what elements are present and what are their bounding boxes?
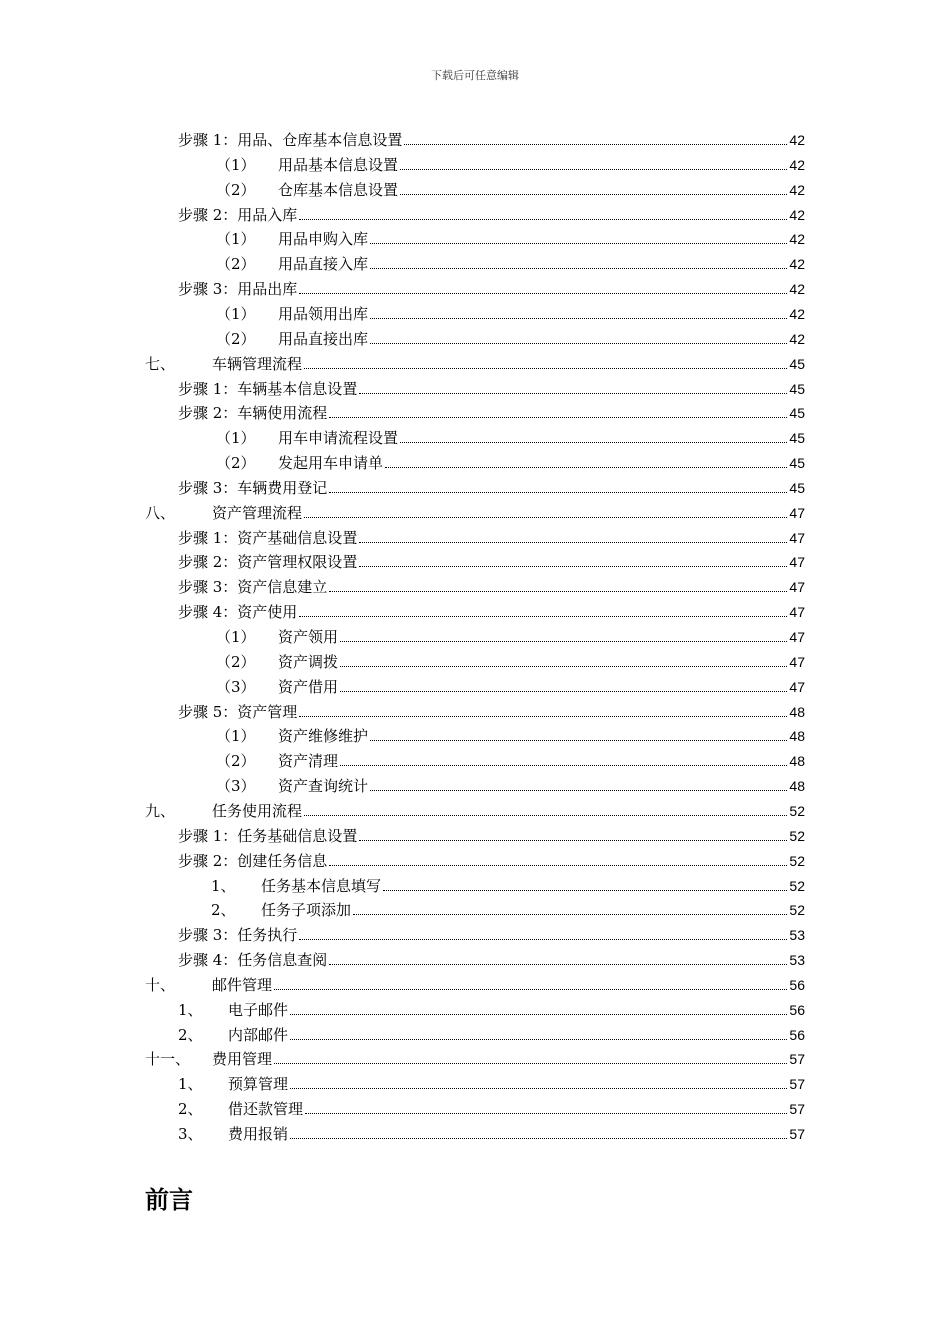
toc-entry-page-number: 47 bbox=[789, 529, 805, 546]
toc-entry-page-number: 52 bbox=[789, 827, 805, 844]
toc-entry[interactable] bbox=[178, 697, 805, 721]
toc-entry[interactable] bbox=[216, 150, 805, 174]
toc-entry-number: （2） bbox=[216, 255, 256, 274]
toc-entry[interactable] bbox=[178, 523, 805, 547]
toc-dot-leader bbox=[370, 790, 787, 791]
toc-dot-leader bbox=[290, 1138, 787, 1139]
toc-dot-leader bbox=[340, 641, 787, 642]
toc-dot-leader bbox=[385, 467, 787, 468]
toc-entry[interactable] bbox=[178, 995, 805, 1019]
toc-entry-title: 用品领用出库 bbox=[278, 304, 369, 323]
toc-entry-title: 电子邮件 bbox=[228, 1000, 289, 1019]
toc-entry-title: 步骤 3：用品出库 bbox=[178, 280, 298, 299]
toc-entry-page-number: 47 bbox=[789, 678, 805, 695]
toc-entry-page-number: 42 bbox=[789, 330, 805, 347]
toc-entry-title: 资产借用 bbox=[278, 677, 339, 696]
toc-dot-leader bbox=[299, 716, 787, 717]
toc-dot-leader bbox=[340, 765, 787, 766]
toc-entry-number: （2） bbox=[216, 652, 256, 671]
toc-entry[interactable] bbox=[216, 324, 805, 348]
toc-entry-title: 步骤 2：创建任务信息 bbox=[178, 851, 328, 870]
toc-entry-title: 内部邮件 bbox=[228, 1025, 289, 1044]
toc-entry-title: 步骤 2：资产管理权限设置 bbox=[178, 553, 358, 572]
toc-entry-page-number: 56 bbox=[789, 1001, 805, 1018]
toc-dot-leader bbox=[370, 243, 787, 244]
toc-entry[interactable] bbox=[178, 274, 805, 298]
toc-entry-page-number: 47 bbox=[789, 504, 805, 521]
toc-entry-page-number: 42 bbox=[789, 256, 805, 273]
toc-entry-number: 3、 bbox=[178, 1125, 203, 1143]
toc-entry-page-number: 57 bbox=[789, 1051, 805, 1068]
toc-entry-page-number: 42 bbox=[789, 231, 805, 248]
toc-entry-page-number: 47 bbox=[789, 653, 805, 670]
toc-entry-title: 预算管理 bbox=[228, 1075, 289, 1094]
toc-entry-page-number: 45 bbox=[789, 405, 805, 422]
toc-dot-leader bbox=[400, 442, 787, 443]
toc-entry-page-number: 42 bbox=[789, 156, 805, 173]
toc-entry[interactable] bbox=[145, 970, 805, 994]
toc-dot-leader bbox=[304, 517, 787, 518]
toc-dot-leader bbox=[370, 318, 787, 319]
toc-entry[interactable] bbox=[178, 125, 805, 149]
toc-entry[interactable] bbox=[216, 448, 805, 472]
toc-dot-leader bbox=[290, 1039, 787, 1040]
toc-dot-leader bbox=[370, 740, 787, 741]
toc-dot-leader bbox=[329, 492, 787, 493]
toc-entry-page-number: 52 bbox=[789, 902, 805, 919]
toc-entry-title: 车辆管理流程 bbox=[212, 354, 303, 373]
toc-entry[interactable] bbox=[145, 349, 805, 373]
toc-entry-number: 1、 bbox=[178, 1075, 203, 1094]
toc-entry-page-number: 45 bbox=[789, 380, 805, 397]
toc-entry-page-number: 48 bbox=[789, 778, 805, 795]
toc-entry-number: 2、 bbox=[178, 1025, 203, 1044]
toc-entry[interactable] bbox=[216, 299, 805, 323]
toc-entry-page-number: 47 bbox=[789, 629, 805, 645]
toc-dot-leader bbox=[370, 343, 787, 344]
toc-dot-leader bbox=[359, 542, 787, 543]
toc-entry-page-number: 42 bbox=[789, 181, 805, 198]
toc-entry[interactable] bbox=[216, 423, 805, 447]
toc-entry-number: 1、 bbox=[211, 876, 236, 895]
toc-entry-title: 步骤 2：用品入库 bbox=[178, 205, 298, 224]
toc-entry-number: （2） bbox=[216, 329, 256, 348]
toc-entry-page-number: 47 bbox=[789, 579, 805, 596]
toc-entry-title: 步骤 4：任务信息查阅 bbox=[178, 951, 328, 970]
toc-entry-page-number: 56 bbox=[789, 976, 805, 993]
toc-entry-title: 仓库基本信息设置 bbox=[278, 180, 399, 199]
toc-entry-page-number: 48 bbox=[789, 728, 805, 745]
toc-entry-number: （3） bbox=[216, 777, 256, 796]
toc-entry-number: （1） bbox=[216, 727, 256, 746]
toc-entry[interactable] bbox=[178, 920, 805, 944]
toc-entry-title: 资产管理流程 bbox=[212, 503, 303, 522]
toc-entry[interactable] bbox=[178, 473, 805, 497]
toc-entry-page-number: 45 bbox=[789, 455, 805, 472]
toc-entry-page-number: 53 bbox=[789, 927, 805, 944]
toc-dot-leader bbox=[304, 815, 787, 816]
toc-entry-title: 用车申请流程设置 bbox=[278, 429, 399, 448]
toc-entry[interactable] bbox=[216, 224, 805, 248]
toc-entry-page-number: 53 bbox=[789, 952, 805, 969]
toc-entry-page-number: 42 bbox=[789, 132, 805, 148]
toc-dot-leader bbox=[359, 566, 787, 567]
toc-dot-leader bbox=[400, 169, 787, 170]
toc-entry-page-number: 42 bbox=[789, 305, 805, 322]
toc-entry[interactable] bbox=[216, 721, 805, 745]
toc-entry-number: 2、 bbox=[178, 1100, 203, 1119]
toc-entry-title: 步骤 1：车辆基本信息设置 bbox=[178, 379, 358, 398]
toc-entry[interactable] bbox=[211, 895, 805, 919]
toc-entry-title: 发起用车申请单 bbox=[278, 454, 384, 473]
toc-entry-number: （1） bbox=[216, 304, 256, 323]
toc-entry-title: 资产维修维护 bbox=[278, 727, 369, 746]
toc-entry-title: 费用报销 bbox=[228, 1125, 289, 1143]
toc-entry-title: 步骤 5：资产管理 bbox=[178, 702, 298, 721]
toc-entry-title: 步骤 1：资产基础信息设置 bbox=[178, 528, 358, 547]
toc-entry-page-number: 45 bbox=[789, 430, 805, 447]
toc-entry-page-number: 52 bbox=[789, 802, 805, 819]
toc-dot-leader bbox=[359, 393, 787, 394]
section-heading: 前言 bbox=[145, 1186, 193, 1214]
toc-entry[interactable] bbox=[145, 498, 805, 522]
toc-entry[interactable] bbox=[178, 572, 805, 596]
toc-entry[interactable] bbox=[216, 622, 805, 646]
toc-entry-number: 1、 bbox=[178, 1000, 203, 1019]
toc-entry-title: 资产清理 bbox=[278, 752, 339, 771]
toc-entry-number: 九、 bbox=[145, 801, 176, 820]
toc-entry-number: 八、 bbox=[145, 503, 176, 522]
toc-entry[interactable] bbox=[178, 1020, 805, 1044]
toc-entry-page-number: 48 bbox=[789, 753, 805, 770]
toc-entry[interactable] bbox=[216, 647, 805, 671]
toc-entry[interactable] bbox=[216, 672, 805, 696]
toc-entry-title: 任务使用流程 bbox=[212, 801, 303, 820]
toc-entry-title: 用品直接出库 bbox=[278, 329, 369, 348]
toc-entry-number: （2） bbox=[216, 454, 256, 473]
toc-entry[interactable] bbox=[178, 200, 805, 224]
toc-entry-page-number: 42 bbox=[789, 281, 805, 298]
toc-entry-title: 资产查询统计 bbox=[278, 777, 369, 796]
toc-dot-leader bbox=[299, 219, 787, 220]
toc-entry-page-number: 45 bbox=[789, 355, 805, 372]
toc-entry-page-number: 42 bbox=[789, 206, 805, 223]
toc-entry-page-number: 57 bbox=[789, 1101, 805, 1118]
toc-entry-title: 用品基本信息设置 bbox=[278, 155, 399, 174]
toc-dot-leader bbox=[340, 691, 787, 692]
toc-entry-title: 步骤 2：车辆使用流程 bbox=[178, 404, 328, 423]
page-header: 下载后可任意编辑 bbox=[431, 69, 519, 82]
toc-entry[interactable] bbox=[145, 796, 805, 820]
toc-dot-leader bbox=[290, 1088, 787, 1089]
toc-entry-number: （3） bbox=[216, 677, 256, 696]
toc-entry-number: （1） bbox=[216, 230, 256, 249]
toc-entry-number: 十一、 bbox=[145, 1050, 191, 1069]
toc-entry[interactable] bbox=[178, 597, 805, 621]
toc-dot-leader bbox=[359, 840, 787, 841]
toc-entry[interactable] bbox=[216, 175, 805, 199]
toc-entry-title: 用品申购入库 bbox=[278, 230, 369, 249]
toc-entry-page-number: 47 bbox=[789, 604, 805, 621]
toc-entry-number: 十、 bbox=[145, 975, 176, 994]
toc-entry-number: （1） bbox=[216, 628, 256, 646]
toc-entry-title: 资产领用 bbox=[278, 628, 339, 646]
toc-dot-leader bbox=[299, 616, 787, 617]
toc-entry[interactable] bbox=[216, 746, 805, 770]
toc-entry-page-number: 52 bbox=[789, 852, 805, 869]
toc-dot-leader bbox=[304, 368, 787, 369]
toc-dot-leader bbox=[383, 890, 787, 891]
toc-entry-number: 七、 bbox=[145, 354, 176, 373]
toc-dot-leader bbox=[299, 293, 787, 294]
toc-entry[interactable] bbox=[211, 871, 805, 895]
toc-entry-title: 步骤 4：资产使用 bbox=[178, 603, 298, 622]
toc-entry-title: 邮件管理 bbox=[212, 975, 273, 994]
toc-entry[interactable] bbox=[178, 374, 805, 398]
toc-entry[interactable] bbox=[178, 945, 805, 969]
toc-entry-page-number: 52 bbox=[789, 877, 805, 894]
toc-dot-leader bbox=[340, 666, 787, 667]
toc-dot-leader bbox=[299, 939, 787, 940]
toc-entry[interactable] bbox=[178, 1069, 805, 1093]
toc-entry-title: 用品直接入库 bbox=[278, 255, 369, 274]
toc-entry[interactable] bbox=[178, 821, 805, 845]
toc-entry[interactable] bbox=[216, 771, 805, 795]
toc-dot-leader bbox=[353, 914, 787, 915]
toc-entry-page-number: 45 bbox=[789, 479, 805, 496]
toc-entry-title: 任务子项添加 bbox=[261, 901, 352, 920]
toc-dot-leader bbox=[305, 1113, 787, 1114]
toc-entry-page-number: 57 bbox=[789, 1126, 805, 1142]
toc-entry-title: 步骤 3：车辆费用登记 bbox=[178, 478, 328, 497]
toc-entry[interactable] bbox=[145, 1044, 805, 1068]
toc-dot-leader bbox=[274, 1063, 787, 1064]
toc-entry-title: 任务基本信息填写 bbox=[261, 876, 382, 895]
toc-dot-leader bbox=[329, 417, 787, 418]
toc-entry-number: （2） bbox=[216, 752, 256, 771]
toc-entry[interactable] bbox=[178, 1094, 805, 1118]
toc-entry-title: 步骤 1：用品、仓库基本信息设置 bbox=[178, 131, 403, 149]
toc-entry-number: （1） bbox=[216, 429, 256, 448]
toc-entry-title: 步骤 3：任务执行 bbox=[178, 926, 298, 945]
toc-entry-number: （2） bbox=[216, 180, 256, 199]
toc-entry-number: 2、 bbox=[211, 901, 236, 920]
toc-entry[interactable] bbox=[178, 398, 805, 422]
toc-dot-leader bbox=[400, 194, 787, 195]
toc-entry-page-number: 56 bbox=[789, 1026, 805, 1043]
toc-entry[interactable] bbox=[178, 547, 805, 571]
toc-entry-page-number: 48 bbox=[789, 703, 805, 720]
toc-dot-leader bbox=[370, 268, 787, 269]
toc-entry-title: 资产调拨 bbox=[278, 652, 339, 671]
toc-entry-title: 费用管理 bbox=[212, 1050, 273, 1069]
toc-dot-leader bbox=[329, 865, 787, 866]
toc-entry[interactable] bbox=[216, 249, 805, 273]
toc-dot-leader bbox=[329, 591, 787, 592]
toc-dot-leader bbox=[274, 989, 787, 990]
toc-entry-number: （1） bbox=[216, 155, 256, 174]
toc-dot-leader bbox=[329, 964, 787, 965]
toc-entry-title: 步骤 3：资产信息建立 bbox=[178, 578, 328, 597]
toc-entry[interactable] bbox=[178, 846, 805, 870]
toc-entry-title: 步骤 1：任务基础信息设置 bbox=[178, 826, 358, 845]
toc-entry-page-number: 47 bbox=[789, 554, 805, 571]
toc-entry-title: 借还款管理 bbox=[228, 1100, 304, 1119]
toc-dot-leader bbox=[290, 1014, 787, 1015]
toc-dot-leader bbox=[404, 144, 787, 145]
toc-entry[interactable] bbox=[178, 1119, 805, 1143]
toc-entry-page-number: 57 bbox=[789, 1076, 805, 1093]
